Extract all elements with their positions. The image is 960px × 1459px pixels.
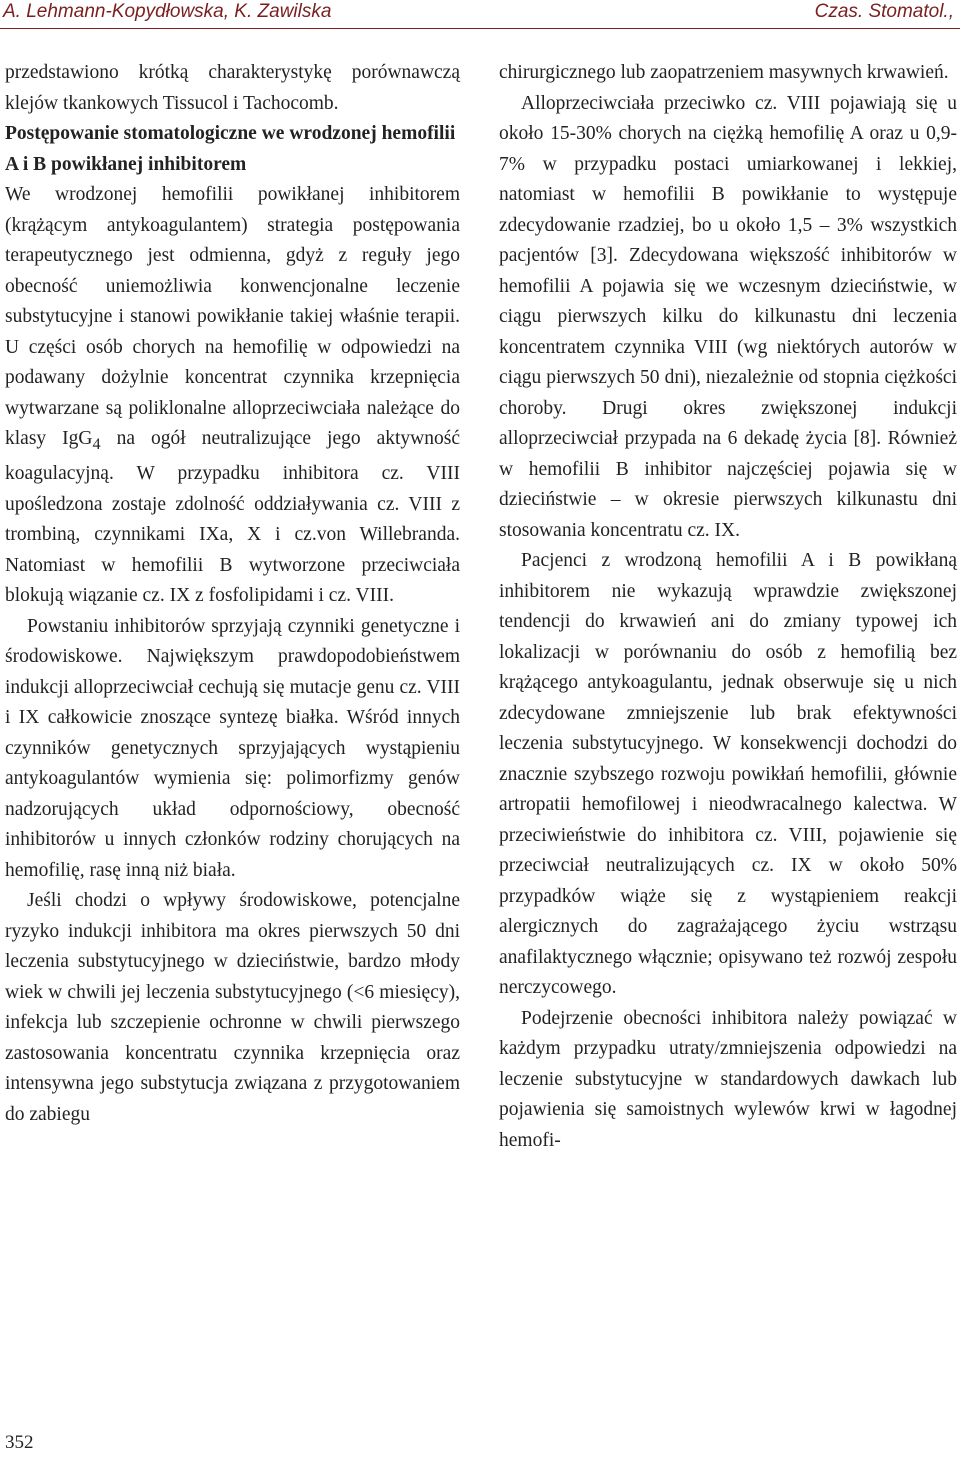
paragraph-inhibitor-strategy (5, 180, 460, 612)
paragraph-text-part-b: na ogół neutralizujące jego aktywność koagulacyjną. W przypadku inhibitora cz. VIII upośledzona zostaje zdolność oddziaływania cz. VIII z trombiną, czynnikami IXa, X i cz.von Willebranda. Natomiast w hemofilii B wytworzone przeciwciała blokują wiązanie cz. IX z fosfolipidami i cz. VIII. (5, 428, 461, 607)
paragraph-suspicion: Podejrzenie obecności inhibitora należy powiązać w każdym przypadku utraty/zmniejszenia odpowiedzi na leczenie substytucyjne w standardowych dawkach lub pojawienia się samoistnych wylewów krwi w łagodnej hemofi- (499, 1007, 957, 1151)
paragraph-environmental-factors: Jeśli chodzi o wpływy środowiskowe, potencjalne ryzyko indukcji inhibitora ma okres pierwszych 50 dni leczenia substytucyjnego w dzieciństwie, bardzo młody wiek w chwili jej leczenia substytucyjnego (<6 miesięcy), infekcja lub szczepienie ochronne w chwili pierwszego zastosowania koncentratu czynnika krzepnięcia oraz intensywna jego substytucja związana z przygotowaniem do zabiegu (5, 890, 460, 1125)
page-number: 352 (5, 1432, 34, 1453)
section-heading: Postępowanie stomatologiczne we wrodzonej hemofilii A i B powikłanej inhibitorem (5, 123, 456, 175)
paragraph-continuation-right: chirurgicznego lub zaopatrzeniem masywnych krwawień. (499, 62, 949, 83)
paragraph-continuation: przedstawiono krótką charakterystykę porównawczą klejów tkankowych Tissucol i Tachocomb. (5, 62, 460, 114)
paragraph-patients: Pacjenci z wrodzoną hemofilii A i B powikłaną inhibitorem nie wykazują wprawdzie zwiększonej tendencji do krwawień ani do zmiany typowej ich lokalizacji w porównaniu do osób z hemofilią bez krążącego antykoagulantu, jednak obserwuje się u nich zdecydowane zmniejszenie lub brak efektywności leczenia substytucyjnego. W konsekwencji dochodzi do znacznie szybszego rozwoju powikłań hemofilii, głównie artropatii hemofilowej i nieodwracalnego kalectwa. W przeciwieństwie do inhibitora cz. VIII, pojawienie się przeciwciał neutralizujących cz. IX w około 50% przypadków wiąże się z wystąpieniem reakcji alergicznych do zagrażającego życiu wstrząsu anafilaktycznego włącznie; opisywano też rozwój zespołu nerczycowego. (499, 550, 957, 998)
running-header (0, 0, 960, 29)
header-journal: Czas. Stomatol., (814, 1, 954, 22)
header-authors: A. Lehmann-Kopydłowska, K. Zawilska (3, 1, 332, 22)
paragraph-genetic-factors: Powstaniu inhibitorów sprzyjają czynniki genetyczne i środowiskowe. Największym prawdopodobieństwem indukcji alloprzeciwciał cechują się mutacje genu cz. VIII i IX całkowicie znoszące syntezę białka. Wśród innych czynników genetycznych sprzyjających wystąpieniu antykoagulantów wymienia się: polimorfizmy genów nadzorujących układ odpornościowy, obecność inhibitorów u innych członków rodziny chorujących na hemofilię, rasę inną niż biała. (5, 615, 460, 881)
paragraph-text-part-a: We wrodzonej hemofilii powikłanej inhibitorem (krążącym antykoagulantem) strategia postępowania terapeutycznego jest odmienna, gdyż z reguły jego obecność uniemożliwia konwencjonalne leczenie substytucyjne i stanowi powikłanie takiej właśnie terapii. U części osób chorych na hemofilię w odpowiedzi na podawany dożylnie koncentrat czynnika krzepnięcia wytwarzane są poliklonalne alloprzeciwciała należące do klasy IgG (5, 184, 460, 449)
paragraph-alloantibodies: Alloprzeciwciała przeciwko cz. VIII pojawiają się u około 15-30% chorych na ciężką hemofilię A oraz u 0,9-7% w przypadku postaci umiarkowanej i lekkiej, natomiast w hemofilii B powikłanie to występuje zdecydowanie rzadziej, bo u około 1,5 – 3% wszystkich pacjentów [3]. Zdecydowana większość inhibitorów w hemofilii A pojawia się we wczesnym dzieciństwie, w ciągu pierwszych kilku do kilkunastu dni leczenia koncentratem czynnika VIII (wg niektórych autorów w ciągu pierwszych 50 dni), niezależnie od stopnia ciężkości choroby. Drugi okres zwiększonej indukcji alloprzeciwciał przypada na 6 dekadę życia [8]. Również w hemofilii B inhibitor najczęściej pojawia się w dzieciństwie – w okresie pierwszych kilkunastu dni stosowania koncentratu cz. IX. (499, 92, 957, 541)
subscript-igg: 4 (92, 434, 101, 453)
left-column (5, 58, 460, 1130)
right-column (499, 58, 957, 1156)
